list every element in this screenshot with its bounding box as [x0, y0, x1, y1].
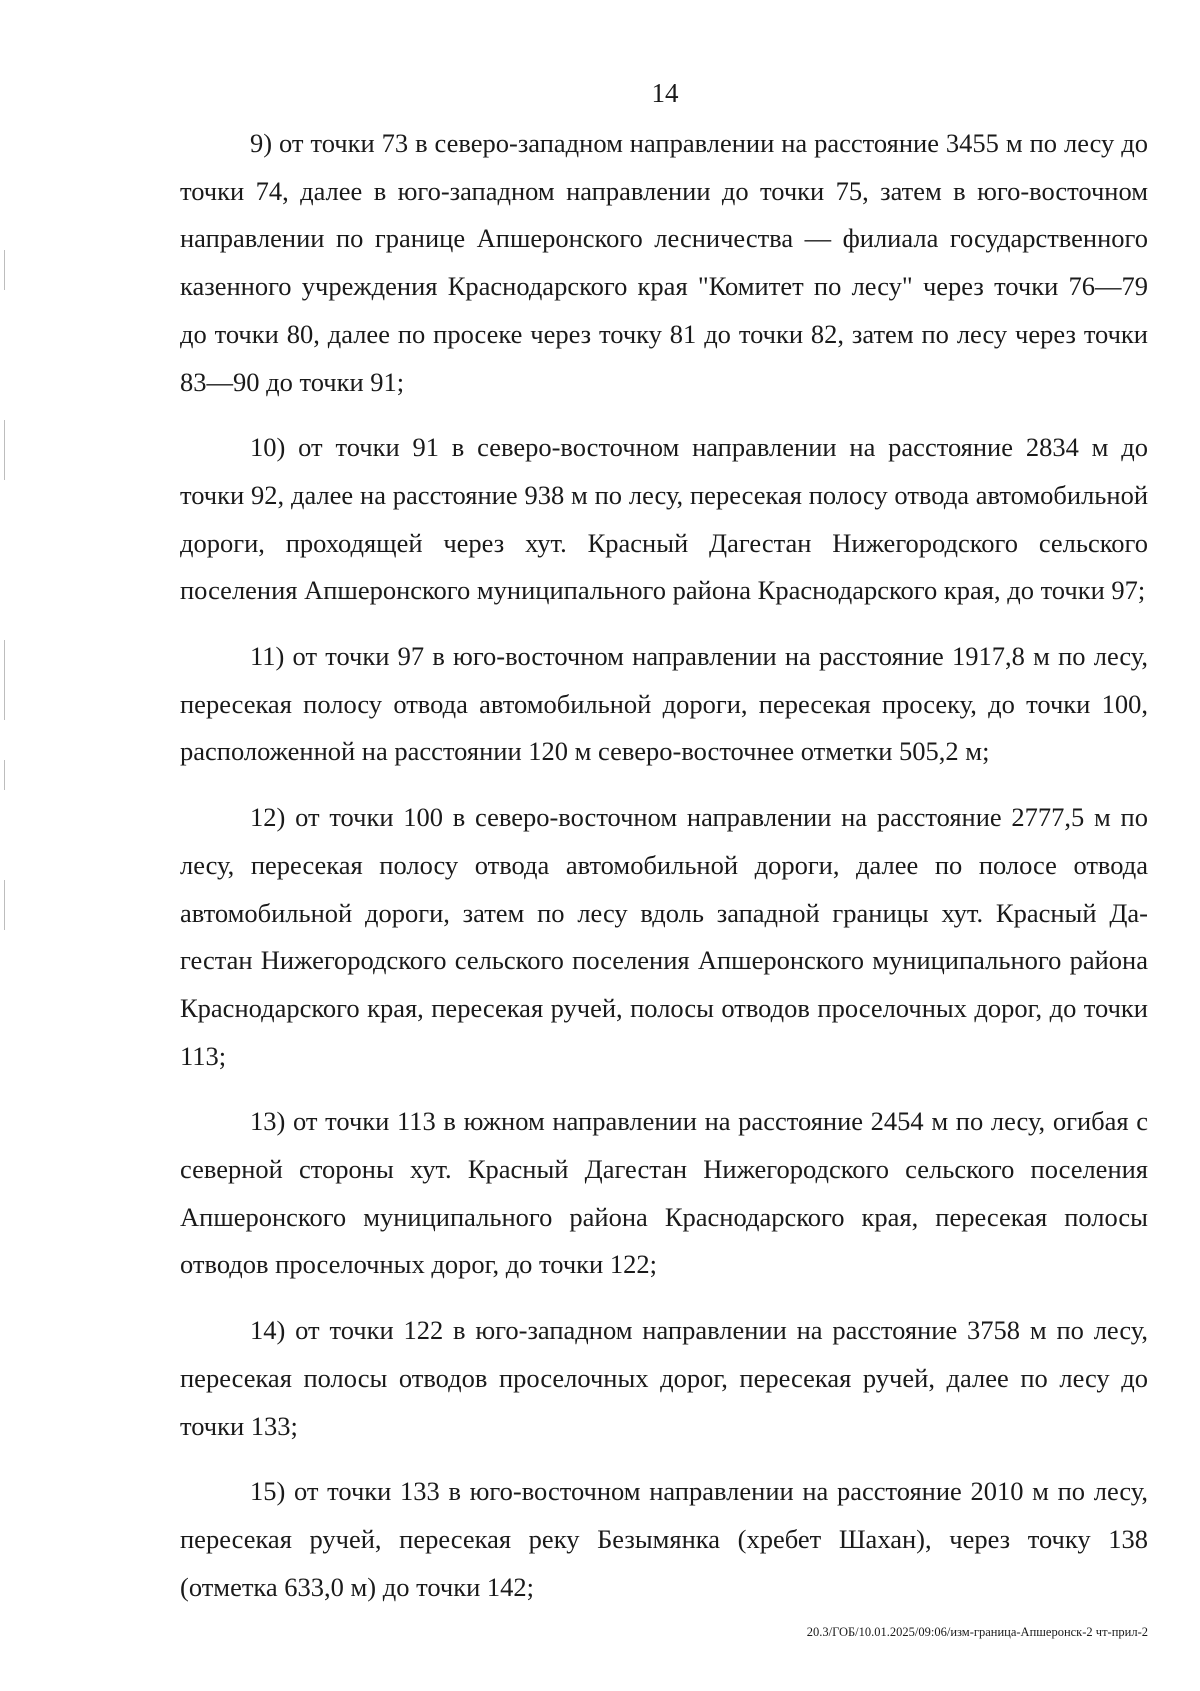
paragraph-9: 9) от точки 73 в северо-западном направлении на расстояние 3455 м по лесу до точки 74, далее в юго-западном направлении до точки 75, затем в юго-восточном направлении по границе Апшеронского лесничества — филиала государственного казенного учреждения Краснодарского края "Комитет по лесу" через точки 76—79 до точки 80, далее по просеке через точку 81 до точки 82, затем по лесу через точки 83—90 до точки 91;: [180, 128, 1148, 397]
paragraph-14: 14) от точки 122 в юго-западном направлении на расстояние 3758 м по лесу, пересекая полосы отводов проселочных дорог, пересекая ручей, далее по лесу до точки 133;: [180, 1315, 1148, 1441]
paragraph-15: 15) от точки 133 в юго-восточном направлении на расстояние 2010 м по лесу, пересекая ручей, пересекая реку Безымянка (хребет Шахан), через точку 138 (отметка 633,0 м) до точки 142;: [180, 1476, 1148, 1602]
paragraph-10: 10) от точки 91 в северо-восточном направлении на расстояние 2834 м до точки 92, далее на расстояние 938 м по лесу, пересекая полосу отвода автомобильной дороги, проходящей через хут. Красный Дагестан Нижегородского сельского поселения Апшеронского муниципального района Краснодарского края, до точки 97;: [180, 432, 1148, 606]
document-footer-code: 20.3/ГОБ/10.01.2025/09:06/изм-граница-Апшеронск-2 чт-прил-2: [806, 1625, 1148, 1639]
document-body: [180, 120, 1148, 1629]
scan-margin-marks: [4, 0, 8, 1691]
paragraph-13: 13) от точки 113 в южном направлении на расстояние 2454 м по лесу, огибая с северной стороны хут. Красный Дагестан Нижегородского сельского поселения Апшеронского муниципального района Краснодарского края, пересекая полосы отводов проселочных дорог, до точки 122;: [180, 1106, 1148, 1280]
paragraph-12: 12) от точки 100 в северо-восточном направлении на расстояние 2777,5 м по лесу, пересекая полосу отвода автомобильной дороги, далее по полосе отвода автомобильной дороги, затем по лесу вдоль западной границы хут. Красный Дагестан Нижегородского сельского поселения Апшеронского муниципального района Краснодарского края, пересекая ручей, полосы отводов проселочных дорог, до точки 113;: [180, 802, 1148, 1071]
paragraph-11: 11) от точки 97 в юго-восточном направлении на расстояние 1917,8 м по лесу, пересекая полосу отвода автомобильной дороги, пересекая просеку, до точки 100, расположенной на расстоянии 120 м северо-восточнее отметки 505,2 м;: [180, 641, 1148, 767]
page-number: 14: [651, 78, 679, 108]
